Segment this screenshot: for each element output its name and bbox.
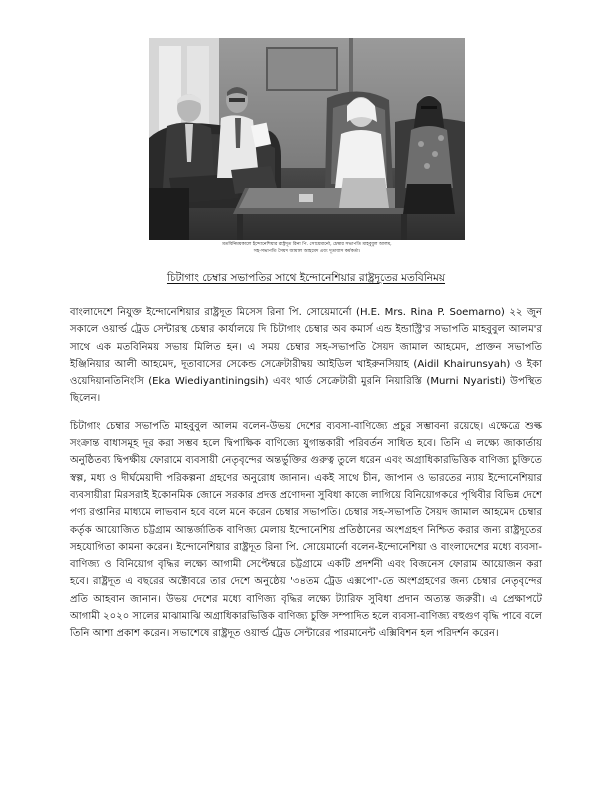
article-paragraph-1: বাংলাদেশে নিযুক্ত ইন্দোনেশিয়ার রাষ্ট্রদূত মিসেস রিনা পি. সোয়েমার্নো (H.E. Mrs. Rina P. Soemarno) ২২ জুন সকালে ওয়ার্ল্ড ট্রেড সেন্টারস্থ চেম্বার কার্যালয়ে দি চিটাগাং চেম্বার অব কমার্স এন্ড ইন্ডাস্ট্রি'র সভাপতি মাহবুবুল আলম'র সাথে এক মতবিনিময় সভায় মিলিত হন। এ সময় চেম্বার সহ-সভাপতি সৈয়দ জামাল আহমেদ, প্রাক্তন সভাপতি ইঞ্জিনিয়ার আলী আহমেদ, দূতাবাসের সেকেন্ড সেক্রেটারীদ্বয় আইডিল খাইরুনসিয়াহ (Aidil Khairunsyah) ও ইকা ওয়েদিয়ানতিনিংসি (Eka Wiediyantiningsih) এবং থার্ড সেক্রেটারী মুরনি নিয়ারিস্তি (Murni Nyaristi) উপস্থিত ছিলেন। [70,307,542,405]
article-paragraph-2: চিটাগাং চেম্বার সভাপতি মাহবুবুল আলম বলেন-উভয় দেশের ব্যবসা-বাণিজ্যে প্রচুর সম্ভাবনা রয়েছে। এক্ষেত্রে শুল্ক সংক্রান্ত বাধাসমূহ দূর করা সম্ভব হলে দ্বিপাক্ষিক বাণিজ্যে যুগান্তকারী পরিবর্তন সাধিত হবে। তিনি এ লক্ষ্যে জাকার্তায় অনুষ্ঠিতব্য দ্বিপক্ষীয় ফোরামে ব্যবসায়ী নেতৃবৃন্দের অন্তর্ভুক্তির গুরুত্ব তুলে ধরেন এবং অগ্রাধিকারভিত্তিক বাণিজ্য চুক্তিতে স্বল্প, মধ্য ও দীর্ঘমেয়াদী পরিকল্পনা গ্রহণের অনুরোধ জানান। একই সাথে চীন, জাপান ও ভারতের ন্যায় ইন্দোনেশিয়ার ব্যবসায়ীরা মিরসরাই ইকোনমিক জোনে সরকার প্রদত্ত প্রণোদনা সুবিধা কাজে লাগিয়ে বিনিয়োগকরে পৃথিবীর বিভিন্ন দেশে পণ্য রপ্তানির মাধ্যমে লাভবান হবে বলে মনে করেন চেম্বার সভাপতি। চেম্বার সহ-সভাপতি সৈয়দ জামাল আহমেদ চেম্বার কর্তৃক আয়োজিত চট্টগ্রাম আন্তর্জাতিক বাণিজ্য মেলায় ইন্দোনেশিয় প্রতিষ্ঠানের অংশগ্রহণ নিশ্চিত করার জন্য রাষ্ট্রদূতের সহযোগিতা কামনা করেন। ইন্দোনেশিয়ার রাষ্ট্রদূত রিনা পি. সোয়েমার্নো বলেন-ইন্দোনেশিয়া ও বাংলাদেশের মধ্যে ব্যবসা-বাণিজ্য ও বিনিয়োগ বৃদ্ধির লক্ষ্যে আগামী সেপ্টেম্বরে চট্টগ্রামে একটি প্রদর্শনী এবং বিজনেস ফোরাম আয়োজন করা হবে। রাষ্ট্রদূত এ বছরের অক্টোবরে তার দেশে অনুষ্ঠেয় '৩৪তম ট্রেড এক্সপো'-তে অংশগ্রহণের জন্য চেম্বার নেতৃবৃন্দের প্রতি আহবান জানান। উভয় দেশের মধ্যে বাণিজ্য বৃদ্ধির লক্ষ্যে ট্যারিফ সুবিধা প্রদান অত্যন্ত জরুরী। এ প্রেক্ষাপটে আগামী ২০২০ সালের মাঝামাঝি অগ্রাধিকারভিত্তিক বাণিজ্য চুক্তি সম্পাদিত হলে ব্যবসা-বাণিজ্য বহুগুণ বৃদ্ধি পাবে বলে তিনি আশা প্রকাশ করেন। সভাশেষে রাষ্ট্রদূত ওয়ার্ল্ড ট্রেড সেন্টারের পারমানেন্ট এক্সিবিশন হল পরিদর্শন করেন। [70,420,542,640]
photo-caption-line-2: সহ-সভাপতি সৈয়দ জামাল আহমেদ এবং দূতাবাস কর্মকর্তা। [253,248,361,254]
article-headline-text: চিটাগাং চেম্বার সভাপতির সাথে ইন্দোনেশিয়ার রাষ্ট্রদূতের মতবিনিময় [166,272,446,284]
photo-caption-line-1: মতবিনিময়কালে ইন্দোনেশিয়ার রাষ্ট্রদূত রিনা পি. সোয়েমার্নো, চেম্বার সভাপতি মাহবুবুল আলম, [222,242,392,247]
article-headline [0,271,612,285]
photo-caption [149,240,465,260]
meeting-photo-illustration [149,38,465,240]
article-body [70,304,542,653]
meeting-photo [149,38,465,240]
